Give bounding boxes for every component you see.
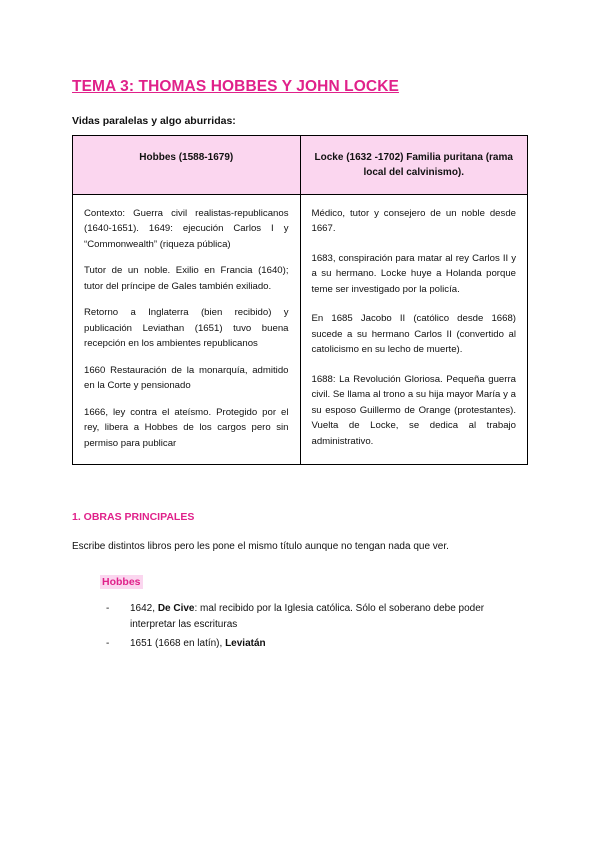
list-item	[100, 601, 528, 633]
work-title: Leviatán	[225, 637, 266, 649]
dash-bullet-icon: -	[106, 602, 110, 614]
hobbes-para-2: Tutor de un noble. Exilio en Francia (1640); tutor del príncipe de Gales también exiliado.	[84, 265, 289, 292]
sub-label-hobbes: Hobbes	[102, 575, 141, 588]
section-heading-obras: 1. OBRAS PRINCIPALES	[72, 510, 195, 523]
list-item	[100, 636, 528, 652]
locke-para-2: 1683, conspiración para matar al rey Carlos II y a su hermano. Locke huye a Holanda porque teme ser investigado por la policía.	[311, 252, 516, 295]
work-year: 1642,	[130, 602, 158, 614]
locke-para-1: Médico, tutor y consejero de un noble desde 1667.	[311, 207, 516, 235]
page-title: TEMA 3: THOMAS HOBBES Y JOHN LOCKE	[72, 78, 399, 95]
table-cell-locke	[300, 194, 528, 464]
hobbes-para-3: Retorno a Inglaterra (bien recibido) y publicación Leviathan (1651) tuvo buena recepción en los ambientes republicanos	[84, 307, 289, 350]
hobbes-para-4: 1660 Restauración de la monarquía, admitido en la Corte y pensionado	[84, 364, 289, 392]
work-year: 1651 (1668 en latín),	[130, 637, 226, 649]
table-header-locke: Locke (1632 -1702) Familia puritana (rama local del calvinismo).	[300, 135, 528, 194]
dash-bullet-icon: -	[106, 637, 110, 649]
subheading: Vidas paralelas y algo aburridas:	[72, 114, 236, 127]
work-description: : mal recibido por la Iglesia católica. Sólo el soberano debe poder interpretar las escrituras	[130, 602, 485, 630]
table-header-hobbes: Hobbes (1588-1679)	[73, 135, 301, 194]
table-cell-hobbes	[73, 194, 301, 464]
works-list	[72, 601, 528, 653]
hobbes-para-5: 1666, ley contra el ateísmo. Protegido por el rey, libera a Hobbes de los cargos pero sin permiso para publicar	[84, 406, 289, 449]
hobbes-para-1: Contexto: Guerra civil realistas-republicanos (1640-1651). 1649: ejecución Carlos I y “Commonwealth” (riqueza pública)	[84, 207, 289, 250]
comparison-table	[72, 135, 528, 465]
section-intro-text: Escribe distintos libros pero les pone el mismo título aunque no tengan nada que ver.	[72, 540, 449, 552]
locke-para-3: En 1685 Jacobo II (católico desde 1668) sucede a su hermano Carlos II (convertido al catolicismo en su lecho de muerte).	[311, 313, 516, 356]
work-title: De Cive	[157, 602, 195, 614]
table-header-row	[73, 135, 528, 194]
locke-para-4: 1688: La Revolución Gloriosa. Pequeña guerra civil. Se llama al trono a su hija mayor María y a su esposo Guillermo de Orange (protestantes). Vuelta de Locke, se dedica al trabajo administrativo.	[311, 373, 516, 447]
table-row	[73, 194, 528, 464]
